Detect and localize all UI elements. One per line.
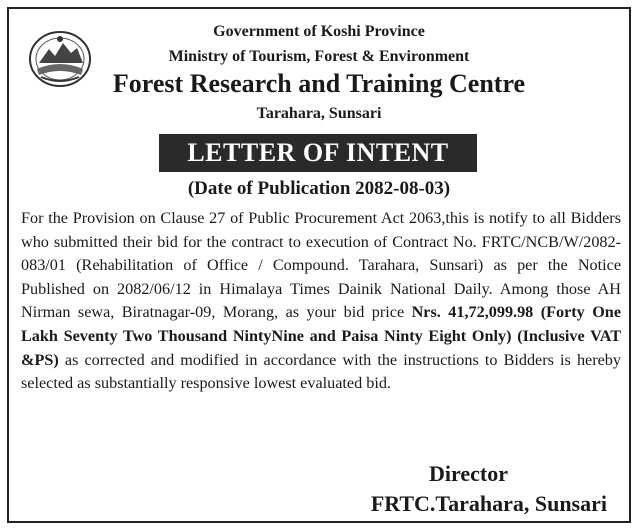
notice-body <box>21 207 621 396</box>
body-part-1: For the Provision on Clause 27 of Public Procurement Act 2063,this is notify to all Bidders who submitted their bid for the contract to execution of Contract No. FRTC/NCB/W/2082-083/01 (Rehabilitation of Office / Compound. Tarahara, Sunsari) as per the Notice Published on 2082/06/12 in Himalaya Times Dainik National Daily. Among those AH Nirman sewa, Biratnagar-09, Morang, as your bid price <box>21 209 621 322</box>
bid-amount: Nrs. 41,72,099.98 (Forty One Lakh Seventy Two Thousand NintyNine and Paisa Ninty Eight Only) (Inclusive VAT &PS) <box>21 303 621 369</box>
signatory-office: FRTC.Tarahara, Sunsari <box>370 491 607 516</box>
ministry-line: Ministry of Tourism, Forest & Environment <box>168 48 470 65</box>
notice-panel <box>7 7 631 523</box>
organization-location: Tarahara, Sunsari <box>256 105 382 122</box>
organization-name: Forest Research and Training Centre <box>112 69 526 98</box>
notice-title: LETTER OF INTENT <box>159 134 477 172</box>
government-line: Government of Koshi Province <box>213 23 425 40</box>
signatory-title: Director <box>429 461 508 486</box>
publication-date: (Date of Publication 2082-08-03) <box>187 178 451 199</box>
body-part-2: as corrected and modified in accordance with the instructions to Bidders is hereby selected as substantially responsive lowest evaluated bid. <box>21 350 621 393</box>
